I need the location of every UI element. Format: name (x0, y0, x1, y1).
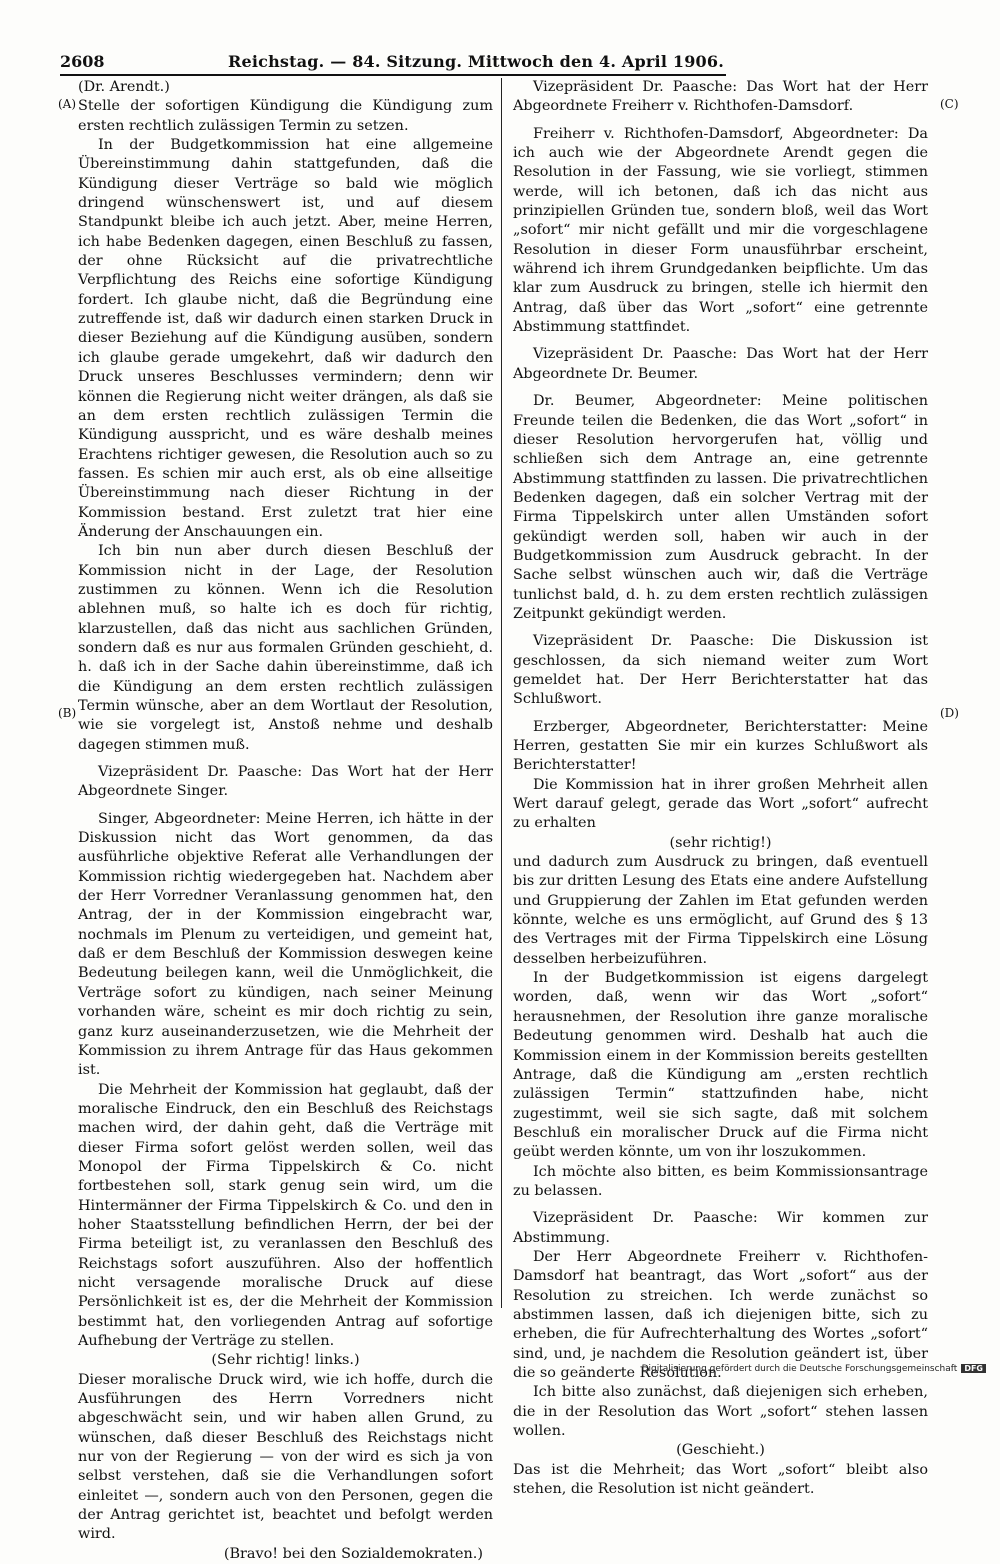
paragraph: Der Herr Abgeordnete Freiherr v. Richthofen-Damsdorf hat beantragt, das Wort „sofort“ aus der Resolution zu streichen. Ich werde zunächst so abstimmen lassen, daß ich diejenigen bitte, sich zu erheben, die für Aufrechterhaltung des Wortes „sofort“ sind, und, je nachdem die Resolution geändert ist, über die so geänderte Resolution. (513, 1248, 928, 1381)
running-title: Reichstag. — 84. Sitzung. Mittwoch den 4. April 1906. (228, 52, 724, 71)
paragraph-vice-president: Vizepräsident Dr. Paasche: Das Wort hat der Herr Abgeordnete Singer. (78, 764, 493, 800)
page-number: 2608 (60, 52, 105, 71)
paragraph-singer: Singer, Abgeordneter: Meine Herren, ich hätte in der Diskussion nicht das Wort genommen, da das ausführliche objektive Referat alle Verhandlungen der Kommission richtig wiedergegeben hat. Nachdem aber der Herr Vorredner Veranlassung genommen hat, den Antrag, der in der Kommission eingebracht war, nochmals im Plenum zu verteidigen, und gemeint hat, daß er dem Beschluß der Kommission deswegen keine Bedeutung beilegen kann, weil die Unmöglichkeit, die Verträge sofort zu kündigen, nach seiner Meinung vorhanden wäre, scheint es mir doch richtig zu sein, ganz kurz auseinanderzusetzen, wie die Mehrheit der Kommission zu ihrem Antrage für das Haus gekommen ist. (78, 810, 493, 1079)
right-column (513, 78, 928, 1499)
interjection: (Bravo! bei den Sozialdemokraten.) (223, 1545, 483, 1562)
paragraph: In der Budgetkommission ist eigens dargelegt worden, daß, wenn wir das Wort „sofort“ herausnehmen, der Resolution ihre ganze moralische Bedeutung genommen wird. Deshalb hat auch die Kommission einem in der Kommission bereits gestellten Antrage, daß die Kündigung am „ersten rechtlich zulässigen Termin“ stattzufinden habe, nicht zugestimmt, weil sie sich sagte, daß mit solchem Beschluß ein moralischer Druck auf die Firma nicht geübt werden könnte, um von ihr loszukommen. (513, 970, 928, 1161)
page-header (60, 50, 726, 76)
paragraph: Ich möchte also bitten, es beim Kommissionsantrage zu belassen. (513, 1163, 928, 1199)
paragraph: Die Kommission hat in ihrer großen Mehrheit allen Wert darauf gelegt, gerade das Wort „sofort“ aufrecht zu erhalten (513, 776, 928, 832)
footer-credit (642, 1364, 986, 1374)
interjection: (Geschieht.) (676, 1442, 765, 1459)
paragraph-beumer: Dr. Beumer, Abgeordneter: Meine politischen Freunde teilen die Bedenken, die das Wort „sofort“ in dieser Resolution hervorgerufen hat, völlig und schließen sich dem Antrage an, eine getrennte Abstimmung stattfinden zu lassen. Die privatrechtlichen Bedenken dagegen, daß ein solcher Vertrag mit der Firma Tippelskirch unter allen Umständen sofort gekündigt werden soll, haben wir auch in der Budgetkommission zum Ausdruck gebracht. In der Sache selbst wünschen auch wir, daß die Verträge tunlichst bald, d. h. zu dem ersten rechtlich zulässigen Zeitpunkt gekündigt werden. (513, 393, 928, 622)
footer-text: Digitalisierung gefördert durch die Deutsche Forschungsgemeinschaft (641, 1364, 958, 1374)
margin-mark-c: (C) (940, 97, 959, 111)
paragraph-richthofen: Freiherr v. Richthofen-Damsdorf, Abgeordneter: Da ich auch wie der Abgeordnete Arendt gegen die Resolution in der Fassung, wie sie vorliegt, stimmen werde, will ich betonen, daß ich das nicht aus prinzipiellen Gründen tue, sondern bloß, weil das Wort „sofort“ mir nicht gefällt und mir die vorgeschlagene Resolution in dieser Form unausführbar erscheint, während ich ihrem Grundgedanken beipflichte. Um das klar zum Ausdruck zu bringen, stelle ich hiermit den Antrag, daß über das Wort „sofort“ eine getrennte Abstimmung stattfindet. (513, 125, 928, 336)
paragraph: Stelle der sofortigen Kündigung die Kündigung zum ersten rechtlich zulässigen Termin zu setzen. (78, 98, 493, 134)
margin-mark-b: (B) (58, 706, 77, 720)
paragraph-vice-president: Vizepräsident Dr. Paasche: Das Wort hat der Herr Abgeordnete Freiherr v. Richthofen-Damsdorf. (513, 79, 928, 115)
interjection: (sehr richtig!) (669, 834, 772, 851)
left-column (78, 78, 493, 1564)
margin-mark-d: (D) (940, 706, 959, 720)
paragraph: Das ist die Mehrheit; das Wort „sofort“ bleibt also stehen, die Resolution ist nicht geändert. (513, 1461, 928, 1498)
paragraph: Ich bitte also zunächst, daß diejenigen sich erheben, die in der Resolution das Wort „sofort“ stehen lassen wollen. (513, 1384, 928, 1440)
paragraph: Die Mehrheit der Kommission hat geglaubt, daß der moralische Eindruck, den ein Beschluß des Reichstags machen wird, der dahin geht, daß die Verträge mit dieser Firma sofort gelöst werden sollen, weil das Monopol der Firma Tippelskirch & Co. nicht fortbestehen soll, stark genug sein wird, um die Hintermänner der Firma Tippelskirch & Co. und den in hoher Staatsstellung befindlichen Herrn, der bei der Firma beteiligt ist, zu veranlassen den Beschluß des Reichstags sofort auszuführen. Also der hoffentlich nicht versagende moralische Druck auf diese Persönlichkeit ist es, der die Mehrheit der Kommission bestimmt hat, den vorliegenden Antrag auf sofortige Aufhebung der Verträge zu stellen. (78, 1081, 493, 1349)
paragraph-vice-president: Vizepräsident Dr. Paasche: Die Diskussion ist geschlossen, da sich niemand weiter zum Wort gemeldet hat. Der Herr Berichterstatter hat das Schlußwort. (513, 633, 928, 708)
interjection: (Sehr richtig! links.) (211, 1352, 360, 1369)
speaker-continued: (Dr. Arendt.) (78, 79, 170, 95)
paragraph-erzberger: Erzberger, Abgeordneter, Berichterstatter: Meine Herren, gestatten Sie mir ein kurzes Schlußwort als Berichterstatter! (513, 718, 928, 774)
paragraph-vice-president: Vizepräsident Dr. Paasche: Das Wort hat der Herr Abgeordnete Dr. Beumer. (513, 346, 928, 382)
paragraph-vice-president: Vizepräsident Dr. Paasche: Wir kommen zur Abstimmung. (513, 1210, 928, 1246)
dfg-logo: DFG (961, 1364, 986, 1373)
paragraph: In der Budgetkommission hat eine allgemeine Übereinstimmung dahin stattgefunden, daß die Kündigung dieser Verträge so bald wie möglich dringend wünschenswert ist, und auf diesem Standpunkt bleibe ich auch jetzt. Aber, meine Herren, ich habe Bedenken dagegen, einen Beschluß zu fassen, der ohne Rücksicht auf die privatrechtliche Verpflichtung des Reichs eine sofortige Kündigung fordert. Ich glaube nicht, daß die Begründung eine zutreffende ist, daß wir dadurch einen starken Druck in dieser Beziehung auf die Kündigung ausüben, sondern ich glaube gerade umgekehrt, daß wir dadurch den Druck unseres Beschlusses vermindern; denn wir können die Regierung nicht weiter drängen, als daß sie an dem ersten rechtlich zulässigen Termin die Kündigung ausspricht, und es wäre deshalb meines Erachtens richtiger gewesen, die Resolution auch so zu fassen. Es schien mir auch erst, als ob eine allseitige Übereinstimmung nach dieser Richtung in der Kommission bestand. Erst zuletzt trat hier eine Änderung der Anschauungen ein. (78, 137, 493, 540)
paragraph: und dadurch zum Ausdruck zu bringen, daß eventuell bis zur dritten Lesung des Etats eine andere Aufstellung und Gruppierung der Zahlen im Etat gefunden werden könnte, welche es uns ermöglicht, auf Grund des § 13 des Vertrages mit der Firma Tippelskirch eine Lösung desselben herbeizuführen. (513, 854, 928, 967)
paragraph: Dieser moralische Druck wird, wie ich hoffe, durch die Ausführungen des Herrn Vorredners nicht abgeschwächt sein, und wir haben allen Grund, zu wünschen, daß dieser Beschluß des Reichstags nicht nur von der Regierung — von der wird es sich ja von selbst verstehen, daß sie die Verhandlungen sofort einleitet —, sondern auch von den Personen, gegen die der Antrag gerichtet ist, beachtet und befolgt werden wird. (78, 1371, 493, 1543)
paragraph: Ich bin nun aber durch diesen Beschluß der Kommission nicht in der Lage, der Resolution zustimmen zu können. Wenn ich die Resolution ablehnen muß, so halte ich es doch für richtig, klarzustellen, daß das nicht aus sachlichen Gründen, sondern daß es nur aus formalen Gründen geschieht, d. h. daß ich in der Sache dahin übereinstimme, daß ich die Kündigung an dem ersten rechtlich zulässigen Termin wünsche, aber an dem Wortlaut der Resolution, wie sie vorgelegt ist, Anstoß nehme und deshalb dagegen stimmen muß. (78, 543, 493, 753)
margin-mark-a: (A) (58, 97, 77, 111)
column-divider (501, 78, 502, 1308)
